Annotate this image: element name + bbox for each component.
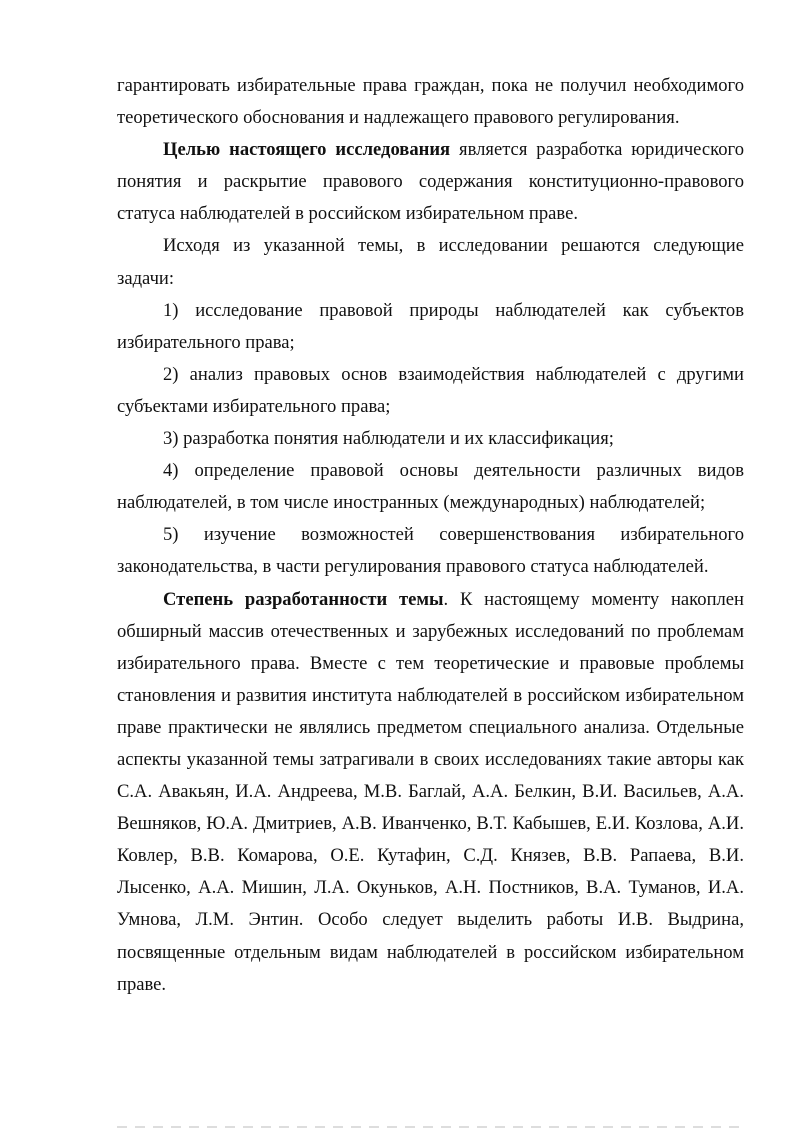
paragraph-intro-continuation: гарантировать избирательные права граждан, пока не получил необходимого теоретического обоснования и надлежащего правового регулирования. (117, 75, 744, 129)
task-item-3: 3) разработка понятия наблюдатели и их классификация; (163, 428, 614, 450)
topic-development-heading: Степень разработанности темы (163, 588, 444, 610)
paragraph-tasks-intro: Исходя из указанной темы, в исследовании решаются следующие задачи: (117, 235, 744, 289)
paragraph-topic-development (117, 584, 744, 1001)
paragraph-research-goal (117, 134, 744, 230)
research-goal-heading: Целью настоящего исследования (163, 139, 451, 161)
bottom-scan-artifact (117, 1126, 744, 1128)
task-item-1: 1) исследование правовой природы наблюдателей как субъектов избирательного права; (117, 299, 744, 353)
research-goal-text: является разработка юридического понятия и раскрытие правового содержания конституционно-правового статуса наблюдателей в российском избирательном праве. (117, 139, 744, 225)
topic-development-text: . К настоящему моменту накоплен обширный массив отечественных и зарубежных исследований по проблемам избирательного права. Вместе с тем теоретические и правовые проблемы становления и развития института наблюдателей в российском избирательном праве практически не являлись предметом специального анализа. Отдельные аспекты указанной темы затрагивали в своих исследованиях такие авторы как С.А. Авакьян, И.А. Андреева, М.В. Баглай, А.А. Белкин, В.И. Васильев, А.А. Вешняков, Ю.А. Дмитриев, А.В. Иванченко, В.Т. Кабышев, Е.И. Козлова, А.И. Ковлер, В.В. Комарова, О.Е. Кутафин, С.Д. Князев, В.В. Рапаева, В.И. Лысенко, А.А. Мишин, Л.А. Окуньков, А.Н. Постников, В.А. Туманов, И.А. Умнова, Л.М. Энтин. Особо следует выделить работы И.В. Выдрина, посвященные отдельным видам наблюдателей в российском избирательном праве. (117, 588, 744, 995)
task-item-4: 4) определение правовой основы деятельности различных видов наблюдателей, в том числе иностранных (международных) наблюдателей; (117, 460, 744, 514)
task-item-2: 2) анализ правовых основ взаимодействия наблюдателей с другими субъектами избирательного права; (117, 363, 744, 417)
document-page (117, 70, 744, 1001)
task-item-5: 5) изучение возможностей совершенствования избирательного законодательства, в части регулирования правового статуса наблюдателей. (117, 524, 744, 578)
